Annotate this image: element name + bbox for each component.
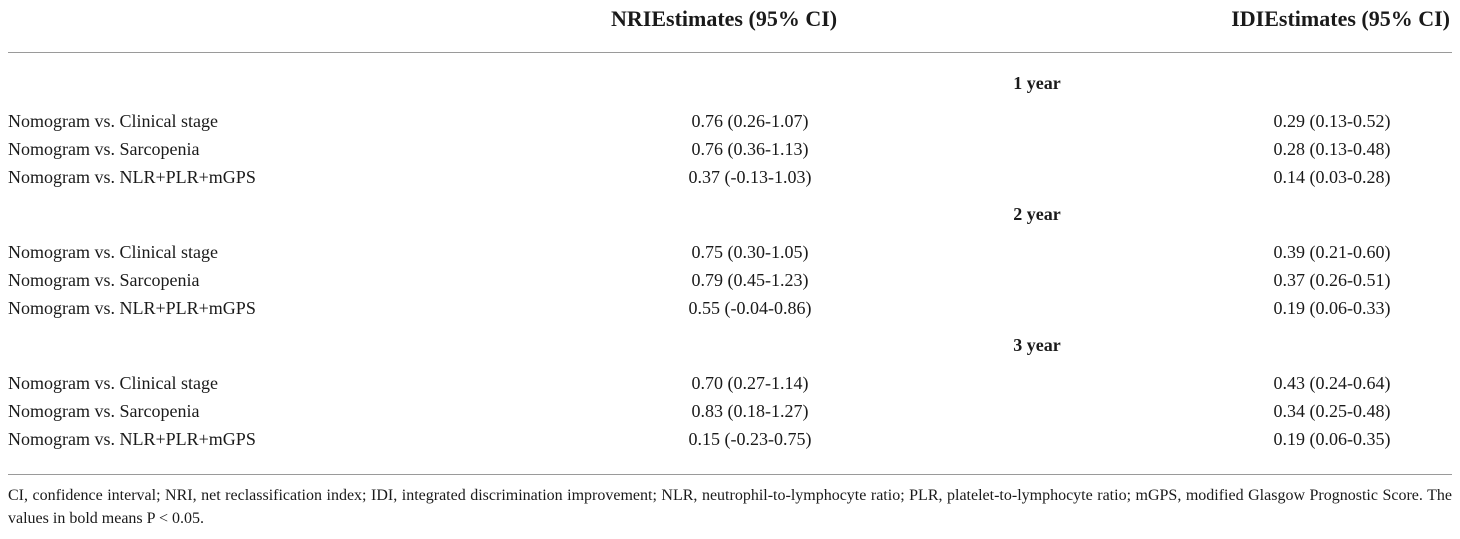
row-label: Nomogram vs. Sarcopenia — [8, 270, 200, 290]
nri-value: 0.55 (-0.04-0.86) — [688, 298, 812, 318]
row-label: Nomogram vs. Sarcopenia — [8, 139, 200, 159]
idi-column-header: IDIEstimates (95% CI) — [1231, 6, 1450, 31]
nri-value: 0.79 (0.45-1.23) — [691, 270, 809, 290]
idi-value: 0.39 (0.21-0.60) — [1273, 242, 1391, 262]
row-label: Nomogram vs. Clinical stage — [8, 242, 218, 262]
row-label: Nomogram vs. NLR+PLR+mGPS — [8, 429, 256, 449]
table-row — [8, 242, 1452, 270]
row-label: Nomogram vs. Sarcopenia — [8, 401, 200, 421]
row-label: Nomogram vs. NLR+PLR+mGPS — [8, 298, 256, 318]
nri-value: 0.83 (0.18-1.27) — [691, 401, 809, 421]
idi-value: 0.29 (0.13-0.52) — [1273, 111, 1391, 131]
table-row — [8, 373, 1452, 401]
table-row — [8, 401, 1452, 429]
idi-value: 0.14 (0.03-0.28) — [1273, 167, 1391, 187]
group-title-1-year: 1 year — [1013, 73, 1061, 93]
row-label: Nomogram vs. Clinical stage — [8, 373, 218, 393]
table-body — [8, 53, 1452, 475]
idi-value: 0.43 (0.24-0.64) — [1273, 373, 1391, 393]
results-table — [8, 0, 1452, 475]
idi-value: 0.28 (0.13-0.48) — [1273, 139, 1391, 159]
idi-value: 0.34 (0.25-0.48) — [1273, 401, 1391, 421]
row-label: Nomogram vs. Clinical stage — [8, 111, 218, 131]
nri-value: 0.15 (-0.23-0.75) — [688, 429, 812, 449]
table-row — [8, 111, 1452, 139]
idi-value: 0.37 (0.26-0.51) — [1273, 270, 1391, 290]
group-title-2-year: 2 year — [1013, 204, 1061, 224]
idi-value: 0.19 (0.06-0.33) — [1273, 298, 1391, 318]
idi-value: 0.19 (0.06-0.35) — [1273, 429, 1391, 449]
table-row — [8, 167, 1452, 195]
table-footnote: CI, confidence interval; NRI, net reclassification index; IDI, integrated discrimination improvement; NLR, neutrophil-to-lymphocyte ratio; PLR, platelet-to-lymphocyte ratio; mGPS, modified Glasgow Prognostic Score. The values in bold means P < 0.05. — [8, 487, 1452, 527]
row-label: Nomogram vs. NLR+PLR+mGPS — [8, 167, 256, 187]
nri-value: 0.70 (0.27-1.14) — [691, 373, 809, 393]
table-row — [8, 139, 1452, 167]
table-row — [8, 270, 1452, 298]
group-title-3-year: 3 year — [1013, 335, 1061, 355]
nri-value: 0.76 (0.36-1.13) — [691, 139, 809, 159]
table-row — [8, 429, 1452, 457]
nri-column-header: NRIEstimates (95% CI) — [611, 6, 838, 31]
nri-value: 0.75 (0.30-1.05) — [691, 242, 809, 262]
nri-value: 0.37 (-0.13-1.03) — [688, 167, 812, 187]
table-row — [8, 298, 1452, 326]
nri-value: 0.76 (0.26-1.07) — [691, 111, 809, 131]
table-header — [8, 0, 1452, 53]
